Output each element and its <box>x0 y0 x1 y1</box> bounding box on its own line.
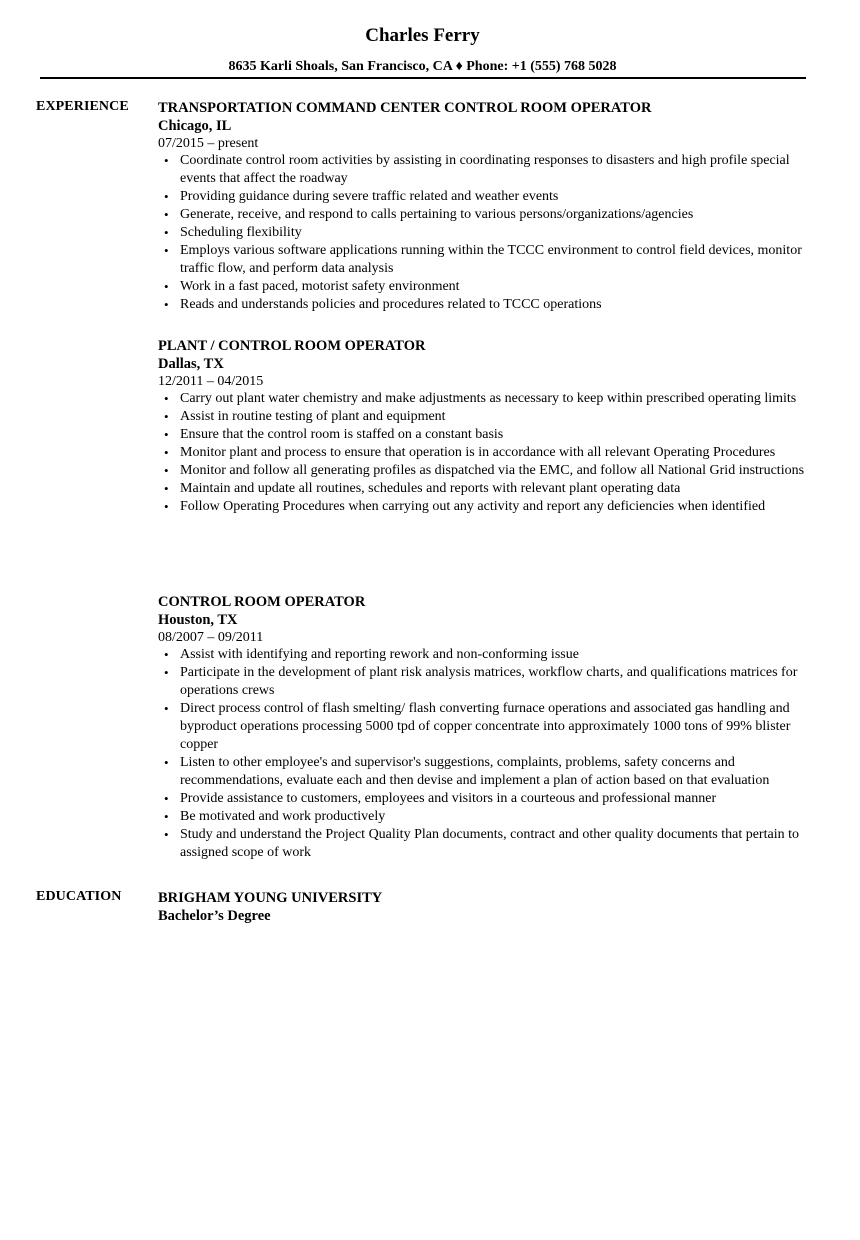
list-item: • Generate, receive, and respond to calls pertaining to various persons/organizations/agencies <box>158 206 818 224</box>
job-entry-3 <box>158 593 818 862</box>
list-item: • Provide assistance to customers, employees and visitors in a courteous and professional manner <box>158 790 818 808</box>
job-bullet-list <box>158 152 818 314</box>
list-item: • Employs various software applications running within the TCCC environment to control field devices, monitor traffic flow, and perform data analysis <box>158 242 818 278</box>
list-item: • Scheduling flexibility <box>158 224 818 242</box>
job-location: Dallas, TX <box>158 356 224 372</box>
job-location: Houston, TX <box>158 612 238 628</box>
list-item: • Maintain and update all routines, schedules and reports with relevant plant operating data <box>158 480 818 498</box>
job-entry-2 <box>158 337 818 516</box>
list-item: • Reads and understands policies and procedures related to TCCC operations <box>158 296 818 314</box>
job-title: CONTROL ROOM OPERATOR <box>158 594 366 610</box>
list-item: • Monitor plant and process to ensure that operation is in accordance with all relevant Operating Procedures <box>158 444 818 462</box>
list-item: • Assist in routine testing of plant and equipment <box>158 408 818 426</box>
job-dates: 07/2015 – present <box>158 136 259 151</box>
list-item: • Be motivated and work productively <box>158 808 818 826</box>
job-dates: 08/2007 – 09/2011 <box>158 630 264 645</box>
list-item: • Participate in the development of plant risk analysis matrices, workflow charts, and qualifications matrices for operations crews <box>158 664 818 700</box>
job-bullet-list <box>158 390 818 516</box>
education-section-label: EDUCATION <box>36 889 122 904</box>
list-item: • Listen to other employee's and supervisor's suggestions, complaints, problems, safety concerns and recommendations, evaluate each and then devise and implement a plan of action based on that evaluation <box>158 754 818 790</box>
job-title: TRANSPORTATION COMMAND CENTER CONTROL ROOM OPERATOR <box>158 100 652 116</box>
list-item: • Coordinate control room activities by assisting in coordinating responses to disasters and high profile special events that affect the roadway <box>158 152 818 188</box>
list-item: • Direct process control of flash smelting/ flash converting furnace operations and associated gas handling and byproduct operations processing 5000 tpd of copper concentrate into approximately 1000 tons of 99% blister copper <box>158 700 818 754</box>
job-dates: 12/2011 – 04/2015 <box>158 374 264 389</box>
list-item: • Ensure that the control room is staffed on a constant basis <box>158 426 818 444</box>
list-item: • Monitor and follow all generating profiles as dispatched via the EMC, and follow all National Grid instructions <box>158 462 818 480</box>
school-name: BRIGHAM YOUNG UNIVERSITY <box>158 890 383 906</box>
contact-line: 8635 Karli Shoals, San Francisco, CA ♦ Phone: +1 (555) 768 5028 <box>228 59 617 74</box>
list-item: • Follow Operating Procedures when carrying out any activity and report any deficiencies when identified <box>158 498 818 516</box>
list-item: • Assist with identifying and reporting rework and non-conforming issue <box>158 646 818 664</box>
job-bullet-list <box>158 646 818 862</box>
list-item: • Work in a fast paced, motorist safety environment <box>158 278 818 296</box>
experience-section-label: EXPERIENCE <box>36 99 129 114</box>
list-item: • Providing guidance during severe traffic related and weather events <box>158 188 818 206</box>
list-item: • Carry out plant water chemistry and make adjustments as necessary to keep within prescribed operating limits <box>158 390 818 408</box>
candidate-name: Charles Ferry <box>365 25 480 46</box>
education-entry <box>158 889 818 925</box>
job-entry-1 <box>158 99 818 314</box>
job-title: PLANT / CONTROL ROOM OPERATOR <box>158 338 426 354</box>
list-item: • Study and understand the Project Quality Plan documents, contract and other quality documents that pertain to assigned scope of work <box>158 826 818 862</box>
header-divider <box>40 77 806 79</box>
degree: Bachelor’s Degree <box>158 908 271 924</box>
job-location: Chicago, IL <box>158 118 232 134</box>
